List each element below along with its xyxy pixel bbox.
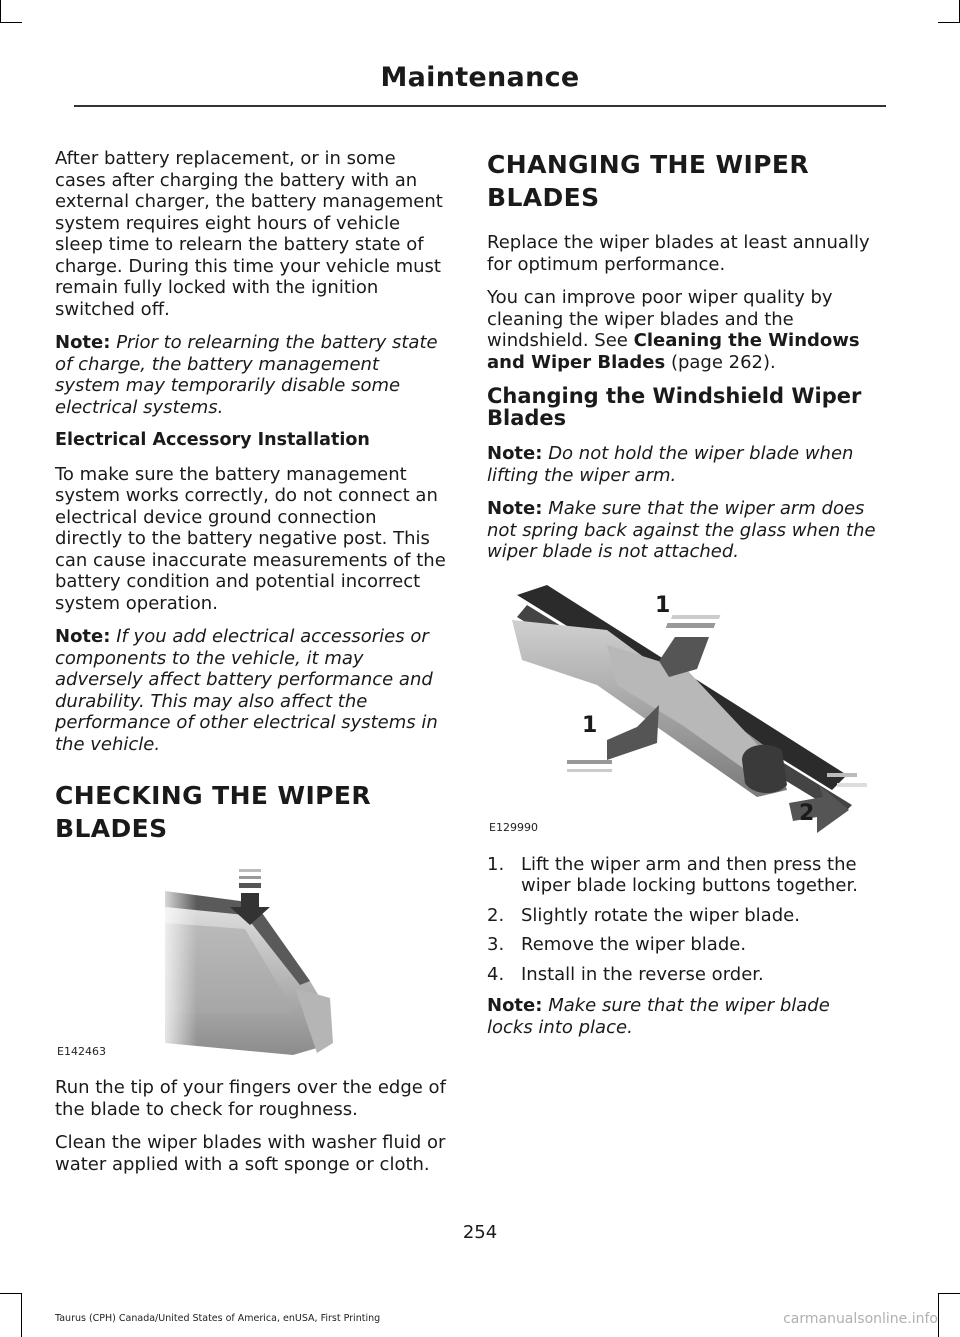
arrow-stripe [567,760,612,764]
page-reference: (page 262). [670,351,776,373]
arrow-stripe [239,883,261,888]
changing-windshield-wiper-blades-heading: Changing the Windshield Wiper Blades [487,384,862,430]
note-label: Note: [55,332,111,353]
right-column [487,148,880,1050]
improve-quality-paragraph [487,287,880,373]
figure-code: E129990 [489,820,538,834]
left-column [55,148,448,1187]
note-text: Prior to relearning the battery state of charge, the battery management system may temporarily disable some electrical systems. [55,332,438,418]
crop-mark [0,0,1,22]
step-number: 4. [487,963,505,985]
note-label: Note: [55,626,111,647]
step-text: Remove the wiper blade. [521,934,747,955]
note-relearning [55,332,448,418]
list-item [487,964,880,986]
step-number: 2. [487,904,505,926]
step-text: Lift the wiper arm and then press the wiper blade locking buttons together. [521,853,858,896]
page-number: 254 [462,1222,498,1243]
figure-code: E142463 [57,1045,106,1058]
header-rule [74,105,886,107]
press-arrow-icon [659,637,709,677]
note-label: Note: [487,995,543,1016]
list-item [487,934,880,956]
check-roughness-paragraph: Run the tip of your fingers over the edge of the blade to check for roughness. [55,1077,446,1120]
list-item [487,905,880,927]
note-text: Do not hold the wiper blade when lifting the wiper arm. [487,443,854,486]
arrow-stripe [671,615,720,619]
removal-steps [487,854,880,986]
arrow-stripe [239,869,261,872]
callout-2: 2 [799,800,815,826]
changing-wiper-blades-heading: CHANGING THE WIPER BLADES [487,150,809,212]
wiper-arm-illustration [487,575,880,840]
crop-mark [938,22,960,23]
crop-mark [938,1293,960,1294]
crop-mark [0,22,22,23]
note-text: Make sure that the wiper arm does not spring back against the glass when the wiper blade is not attached. [487,498,876,562]
step-number: 3. [487,934,505,955]
arrow-stripe [827,773,857,777]
arrow-stripe [666,623,716,628]
note-accessories [55,626,448,755]
cross-reference-link[interactable]: Cleaning the Windows and Wiper Blades [487,330,860,373]
crop-mark [938,1293,939,1337]
footer-edition: Taurus (CPH) Canada/United States of America, enUSA, First Printing [55,1313,381,1324]
arrow-stripe [837,783,867,787]
note-label: Note: [487,498,543,519]
clean-blades-paragraph: Clean the wiper blades with washer fluid or water applied with a soft sponge or cloth. [55,1132,446,1175]
step-text: Slightly rotate the wiper blade. [521,904,800,926]
note-locks-into-place [487,995,880,1038]
note-do-not-hold [487,443,880,486]
note-spring-back [487,498,880,563]
see-reference-text: You can improve poor wiper quality by cleaning the wiper blades and the windshield. See [487,287,833,351]
callout-1: 1 [582,712,598,738]
list-item [487,854,880,897]
watermark: carmanualsonline.info [783,1311,938,1327]
crop-mark [0,1293,22,1294]
checking-wiper-blades-heading: CHECKING THE WIPER BLADES [55,781,372,843]
crop-mark [21,1293,22,1337]
step-number: 1. [487,853,505,875]
battery-relearn-paragraph: After battery replacement, or in some cases after charging the battery with an external charger, the battery management system requires eight hours of vehicle sleep time to relearn the battery state of charge. During this time your vehicle must remain fully locked with the ignition switched off. [55,148,443,320]
wiper-blade-illustration [55,863,448,1063]
note-label: Note: [487,443,543,464]
page-title: Maintenance [380,62,580,93]
arrow-stripe [239,876,261,879]
note-text: Make sure that the wiper blade locks into place. [487,995,830,1038]
arrow-stripe [567,769,612,772]
accessory-install-paragraph: To make sure the battery management system works correctly, do not connect an electrical device ground connection directly to the battery negative post. This can cause inaccurate measurements of the battery condition and potential incorrect system operation. [55,463,446,614]
wiper-blade-check-figure [55,863,448,1063]
replace-annually-paragraph: Replace the wiper blades at least annually for optimum performance. [487,232,870,275]
step-text: Install in the reverse order. [521,963,764,985]
wiper-blade-removal-figure [487,575,880,840]
electrical-accessory-heading: Electrical Accessory Installation [55,430,370,450]
note-text: If you add electrical accessories or components to the vehicle, it may adversely affect battery performance and durability. This may also affect the performance of other electrical systems in the vehicle. [55,626,438,755]
callout-1: 1 [655,592,671,618]
press-arrow-icon [607,705,659,760]
